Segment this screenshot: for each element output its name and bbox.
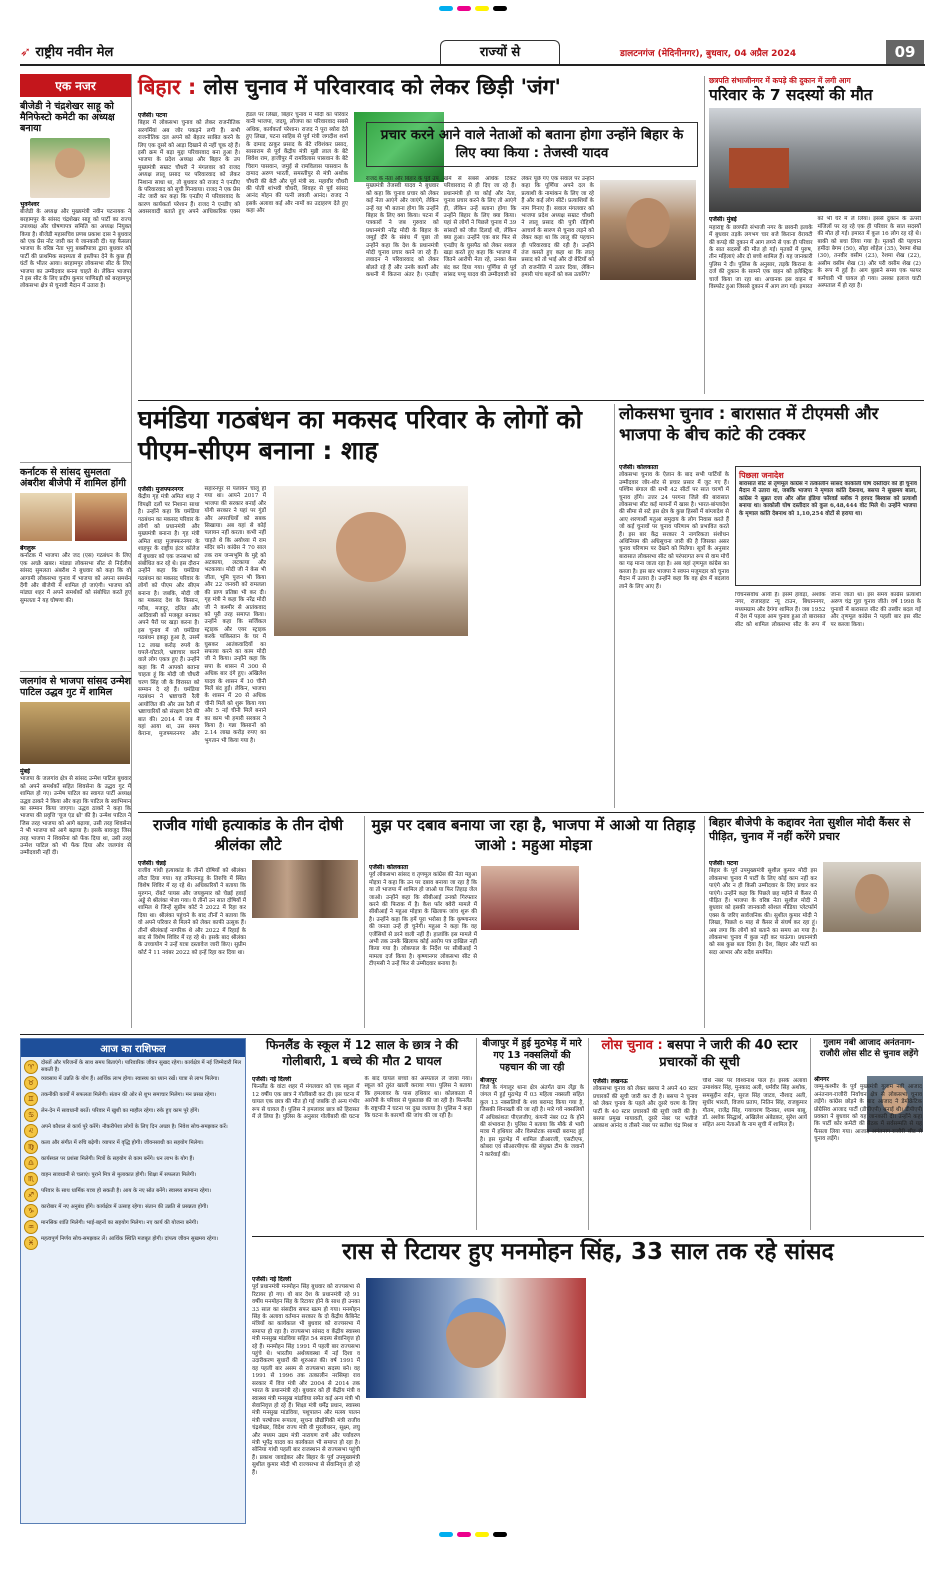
sidebar-headline: बीजेडी ने चंद्रशेखर साहू को मैनिफेस्टो कमेटी का अध्यक्ष बनाया — [20, 101, 115, 134]
sidebar-photo — [20, 702, 130, 764]
registration-marks-top — [0, 6, 945, 12]
zodiac-icon: ♒ — [24, 1220, 38, 1234]
sidebar-item — [20, 101, 131, 456]
bsp-story — [588, 1038, 806, 1230]
azad-body-text: जम्मू-कश्मीर के पूर्व मुख्यमंत्री गुलाम नबी आजाद अनंतनाग-राजौरी निर्वाचन क्षेत्र से लोकसभा चुनाव लड़ेंगे। कांग्रेस छोड़ने के बाद आजाद ने डेमोक्रेटिक प्रोग्रेसिव आजाद पार्टी (डीपीएपी) बनाई थी। डीपीएपी प्रवक्ता ने बुधवार को यह जानकारी दी। उन्होंने कहा कि पार्टी कोर कमेटी की बैठक में सर्वसम्मति से यह फैसला लिया गया। आजाद अनंतनाग-राजौरी सीट से चुनाव लड़ेंगे। — [814, 1084, 922, 1143]
mahua-headline: मुझ पर दबाव बनाया जा रहा है, भाजपा में आओ या तिहाड़ जाओ : महुआ मोइत्रा — [371, 816, 696, 854]
zodiac-icon: ♊ — [24, 1092, 38, 1106]
finland-story — [252, 1038, 472, 1230]
section-tab — [440, 40, 560, 64]
rashifal-row — [24, 1188, 242, 1202]
sushil-story — [704, 816, 924, 1028]
divider — [20, 1034, 924, 1035]
section-name: राज्यों से — [479, 45, 521, 60]
rashifal-row — [24, 1156, 242, 1170]
zodiac-icon: ♑ — [24, 1204, 38, 1218]
rashifal-row — [24, 1124, 242, 1138]
manmohan-body-text: पूर्व प्रधानमंत्री मनमोहन सिंह बुधवार को राज्यसभा से रिटायर हो गए। वो बार देश के प्रधानमंत्री रहे 91 वर्षीय मनमोहन सिंह के रिटायर होने के साथ ही उनका 33 साल का संसदीय सफर खत्म हो गया। मनमोहन सिंह के अलावा वर्तमान सरकार के दो केंद्रीय कैबिनेट मंत्रियों का कार्यकाल भी बुधवार को राज्यसभा में समाप्त हो रहा है। राज्यसभा सांसद व केंद्रीय स्वास्थ्य मंत्री मनसुख मांडविया सहित 54 सदस्य सेवानिवृत्त हो रहे हैं। मनमोहन सिंह 1991 में पहली बार राज्यसभा पहुंचे थे। भारतीय अर्थव्यवस्था में नई दिशा व उदारीकरण सुधारों की शुरुआत की। वर्ष 1991 में वह पहली बार असम से राज्यसभा सदस्य बने। वह 1991 से 1996 तक तत्कालीन नरसिम्हा राव सरकार में वित्त मंत्री और 2004 से 2014 तक भारत के प्रधानमंत्री रहे। बुधवार को ही केंद्रीय मंत्री व स्वास्थ्य मंत्री मनसुख मांडविया समेत कई अन्य मंत्री भी सेवानिवृत्त हो रहे हैं। शिक्षा मंत्री धर्मेंद्र प्रधान, स्वास्थ्य मंत्री मनसुख मांडविया, पशुपालन और मत्स्य पालन मंत्री परषोत्तम रूपाला, सूचना प्रौद्योगिकी मंत्री राजीव चंद्रशेखर, विदेश राज्य मंत्री वी मुरलीधरन, सूक्ष्म, लघु और मध्यम उद्यम मंत्री नारायण राणे और पर्यावरण मंत्री भूपेंद्र यादव का कार्यकाल भी समाप्त हो रहा है। सोनिया गांधी पहली बार राजस्थान से राज्यसभा पहुंची हैं। प्रकाश जावड़ेकर और बिहार के पूर्व उपमुख्यमंत्री सुशील कुमार मोदी भी राज्यसभा से सेवानिवृत्त हो रहे हैं। — [252, 1284, 360, 1476]
sidebar-body: कर्नाटक में भाजपा और जद (एस) गठबंधन के लिए एक अच्छे खबर। मांड्या लोकसभा सीट से निर्दलीय सांसद सुमलता अंबरीश ने बुधवार को कहा कि वो आगामी लोकसभा चुनाव में भाजपा को अपना समर्थन देंगी और बीजेपी में शामिल हो जाएंगी। भाजपा को मांड्या शहर में अपने समर्थकों को संबोधित करते हुए सुमलता ने यह घोषणा की। — [20, 553, 131, 604]
mahua-story — [364, 816, 698, 1028]
fire-body-text: महाराष्ट्र के छत्रपति संभाजी नगर के छावनी इलाके में बुधवार तड़के लगभग चार बजे किराना वेरायटी की कपड़े की दुकान में आग लगने से एक ही परिवार के सात सदस्यों की मौत हो गई। मृतकों में पुरुष, तीन महिलाएं और दो बच्चे शामिल हैं। यह जानकारी पुलिस ने दी। पुलिस के अनुसार, तड़के किराना के दर्ज की दुकान के सामने एक वाहन को इलेक्ट्रिक चार्ज किया जा रहा था। अचानक इस वाहन में विस्फोट हुआ जिससे दुकान में आग लग गई। इमारत को भी घेरे में ले लिया। इससे दुकान के ऊपरी मंजिलों पर रह रहे एक ही परिवार के सात सदस्यों की मौत हो गई। इमारत में कुल 16 लोग रह रहे थे। बाकी को बचा लिया गया है। मृतकों की पहचान हमीदा बेगम (50), सोहा शोहेल (35), रेशमा शेख (30), तनवीर वसीम (23), रेशमा शेख (22), असीम वसीम शेख (3) और परी वसीम शेख (2) के रूप में हुई है। आग बुझाने समय एक फायर कर्मचारी भी घायल हो गया। उसका इलाज घाटी अस्पताल में हो रहा है। — [709, 216, 921, 291]
sidebar-dateline: मुंबई — [20, 768, 30, 775]
sidebar-dateline: भुवनेश्वर — [20, 201, 40, 208]
rashifal-row — [24, 1204, 242, 1218]
shah-photo — [274, 486, 468, 636]
bsp-headline-text: बसपा ने जारी की 40 स्टार प्रचारकों की सूची — [659, 1038, 798, 1070]
rashifal-row — [24, 1108, 242, 1122]
bijapur-body-text: जिले के गंगालूर थाना क्षेत्र अंतर्गत ग्राम लेंड्रा के जंगल में हुई मुठभेड़ में 03 महिला नक्सली सहित कुल 13 नक्सलियों के शव बरामद किया गया है, जिसकी शिनाख्ती की जा रही है। मारे गये नक्सलियों में अधिकांशतः पीएलजीए, कंपनी नंबर 02 के होने की संभावना है। पुलिस ने बताया कि मौके से भारी मात्रा में हथियार और विस्फोटक सामग्री बरामद हुई है। इस मुठभेड़ में शामिल डीआरजी, एसटीएफ, कोबरा एवं सीआरपीएफ की संयुक्त टीम के जवानों ने कार्रवाई की। — [480, 1085, 584, 1158]
paper-name: राष्ट्रीय नवीन मेल — [35, 45, 114, 60]
rashifal-text: परिवार के साथ धार्मिक यात्रा हो सकती है। आय के नए स्रोत बनेंगे। स्वास्थ्य सामान्य रहेगा। — [41, 1188, 212, 1194]
mahua-body — [369, 864, 477, 1028]
bihar-headline-text: लोस चुनाव में परिवारवाद को लेकर छिड़ी 'जंग' — [203, 75, 561, 99]
bsp-dateline: एजेंसी। लखनऊ — [593, 1078, 628, 1085]
rashifal-row — [24, 1172, 242, 1186]
fire-photo — [709, 108, 921, 212]
bsp-headline — [593, 1038, 806, 1072]
divider — [252, 1236, 924, 1237]
rashifal-row — [24, 1236, 242, 1250]
sidebar-item — [20, 462, 131, 665]
bihar-dateline: एजेंसी। पटना — [138, 112, 168, 119]
rashifal-text: महत्वपूर्ण निर्णय सोच-समझकर लें। आर्थिक स्थिति मजबूत होगी। दांपत्य जीवन सुखमय रहेगा। — [41, 1236, 219, 1242]
barasat-body2: चिचनसर्वाध आयी हैं। इसमें हावड़ा, अशोक नगर, राजारहाट न्यू टाउन, बिधाननगर, मध्यमग्राम और देगंगा शामिल हैं। जब 1952 में देश में पहला आम चुनाव हुआ तो बारासात सीट को शामिल लोकसभा सीट के रूप में जाना जाता था। इस समय कांग्रेस प्रत्याशी अरुण चंद्र गुहा चुनाव जीते। वर्ष 1998 के चुनावों में बारासात सीट की तस्वीर बदल गई और तृणमूल कांग्रेस ने पहली बार इस सीट पर कब्जा किया। — [735, 592, 921, 628]
rashifal-title: आज का राशिफल — [21, 1039, 245, 1057]
sidebar-item — [20, 671, 131, 1008]
mahua-body-text: पूर्व लोकसभा सांसद व तृणमूल कांग्रेस की नेता महुआ मोइत्रा ने कहा कि उन पर दबाव बनाया जा रहा है कि या तो भाजपा में शामिल हो जाओ या फिर तिहाड़ जेल जाओ। उन्होंने कहा कि सीबीआई उनको गिरफ्तार करने की फिराक में है। कैश फॉर क्वेरी मामले में सीबीआई ने महुआ मोइत्रा के खिलाफ जांच शुरू की है। उन्होंने कहा कि हमें पूरा भरोसा है कि कृष्णानगर की जनता उन्हें ही चुनेगी। महुआ ने कहा कि वह एजेंसियों से डरने वाली नहीं हैं। हालांकि इस मामले में अभी तक उनके खिलाफ कोई आरोप पत्र दाखिल नहीं किया गया है। लोकपाल के निर्देश पर सीबीआई ने मामला दर्ज किया है। कृष्णानगर लोकसभा सीट से टीएमसी ने उन्हें फिर से उम्मीदवार बनाया है। — [369, 872, 477, 968]
sidebar-dateline: बेंगलुरू — [20, 545, 36, 552]
rajiv-dateline: एजेंसी। चेन्नई — [138, 860, 166, 867]
finland-body-text: फिनलैंड के वांटा शहर में मंगलवार को एक स्कूल में 12 वर्षीय एक छात्र ने गोलीबारी कर दी। इस घटना में घायल एक छात्र की मौत हो गई जबकि दो अन्य गंभीर रूप से घायल हैं। पुलिस ने हमलावर छात्र को हिरासत में ले लिया है। पुलिस के अनुसार गोलीबारी की घटना के बाद घायल बच्चों को अस्पताल ले जाया गया। स्कूल को तुरंत खाली कराया गया। पुलिस ने बताया कि हमलावर के पास हथियार था। कोलकाता में आरोपी के परिवार से पूछताछ की जा रही है। फिनलैंड के राष्ट्रपति ने घटना पर दुख जताया है। पुलिस ने कहा कि घटना के कारणों की जांच की जा रही है। — [252, 1076, 472, 1121]
manmohan-body-left — [252, 1276, 360, 1524]
sidebar-title: एक नजर — [20, 74, 131, 97]
rashifal-row — [24, 1076, 242, 1090]
rashifal-list — [21, 1060, 245, 1250]
shah-body-left — [138, 486, 266, 808]
shah-story — [138, 404, 608, 808]
dateline-header: डालटनगंज (मेदिनीनगर), बुधवार, 04 अप्रैल 2024 — [620, 49, 797, 59]
manmohan-body-bottom — [366, 1404, 586, 1524]
zodiac-icon: ♈ — [24, 1060, 38, 1074]
mahua-photo — [481, 866, 579, 930]
azad-story — [810, 1038, 924, 1230]
bsp-kicker: लोस चुनाव : — [601, 1038, 663, 1053]
sidebar-photo — [30, 138, 110, 198]
rashifal-text: मानसिक शांति मिलेगी। भाई-बहनों का सहयोग मिलेगा। नए कार्य की योजना बनेगी। — [41, 1220, 199, 1226]
fire-body — [709, 216, 921, 400]
barasat-box-title: पिछला जनादेश — [739, 471, 784, 480]
azad-headline: गुलाम नबी आजाद अनंतनाग-राजौरी लोस सीट से चुनाव लड़ेंगे — [819, 1038, 919, 1059]
barasat-body-text: लोकसभा चुनाव के ऐलान के बाद सभी पार्टियों के उम्मीदवार जोर-शोर से प्रचार प्रसार में जुट गए हैं। पश्चिम बंगाल की सभी 42 सीटों पर सात चरणों में चुनाव होंगे। उत्तर 24 परगना जिले की बारासात लोकसभा सीट कई मायनों में खास है। भारत-बांग्लादेश की सीमा से सटे इस क्षेत्र के कुछ हिस्सों में बांग्लादेश से आए शरणार्थी मतुआ समुदाय के लोग निवास करते हैं जो कई चुनावों पर चुनाव परिणाम को प्रभावित करते हैं। इस बार केंद्र सरकार ने नागरिकता संशोधन अधिनियम की अधिसूचना जारी की है जिसका असर चुनाव परिणाम पर देखने को मिलेगा। सूत्रों के अनुसार बारासात लोकसभा सीट को परंपरागत रूप से वाम मोर्चे का गढ़ माना जाता रहा है। अब यहां तृणमूल कांग्रेस का कब्जा है। इस बार भाजपा ने स्वपन मजूमदार को चुनाव मैदान में उतारा है। उन्होंने कहा कि वह क्षेत्र में बदलाव लाने के लिए आए हैं। — [619, 472, 729, 590]
barasat-body — [619, 464, 729, 808]
fire-story — [704, 76, 924, 394]
tejashwi-story — [366, 122, 698, 394]
manmohan-dateline: एजेंसी। नई दिल्ली — [252, 1276, 292, 1283]
rashifal-text: कारोबार में नए अनुबंध होंगे। कार्यक्षेत्र में उत्साह रहेगा। संतान की उन्नति से प्रसन्नता होगी। — [41, 1204, 209, 1210]
zodiac-icon: ♎ — [24, 1156, 38, 1170]
sidebar-headline: जलगांव से भाजपा सांसद उन्मेश पाटिल उद्धव गुट में शामिल — [20, 676, 131, 698]
rashifal-text: लेन-देन में सावधानी बरतें। परिवार में खुशी का माहौल रहेगा। रुके हुए काम पूरे होंगे। — [41, 1108, 200, 1114]
sidebar-photo-pair — [20, 493, 131, 541]
shah-dateline: एजेंसी। मुजफ्फरनगर — [138, 486, 184, 493]
bihar-kicker: बिहार : — [138, 75, 197, 99]
sushil-photo — [823, 862, 921, 932]
shah-headline: घमंडिया गठबंधन का मकसद परिवार के लोगों को पीएम-सीएम बनाना : शाह — [138, 405, 582, 466]
zodiac-icon: ♍ — [24, 1140, 38, 1154]
rajiv-story — [138, 816, 358, 1028]
sushil-dateline: एजेंसी। पटना — [709, 860, 739, 867]
rashifal-row — [24, 1140, 242, 1154]
barasat-box — [735, 466, 921, 586]
rashifal-text: व्यवसाय में उन्नति के योग हैं। आर्थिक लाभ होगा। स्वास्थ्य का ध्यान रखें। यात्रा से लाभ मिलेगा। — [41, 1076, 220, 1082]
finland-dateline: एजेंसी। नई दिल्ली — [252, 1076, 292, 1083]
manmohan-body-right — [592, 1276, 924, 1524]
zodiac-icon: ♐ — [24, 1188, 38, 1202]
shah-body-text: केंद्रीय गृह मंत्री अमित शाह ने विपक्षी दलों पर निशाना साधा है। उन्होंने कहा कि घमंडिया गठबंधन का मकसद परिवार के लोगों को प्रधानमंत्री और मुख्यमंत्री बनाना है। गृह मंत्री अमित शाह मुजफ्फरनगर के शाहपुर के राष्ट्रीय इंटर कॉलेज में बुधवार को एक जनसभा को संबोधित कर रहे थे। इस दौरान उन्होंने कहा कि घमंडिया गठबंधन का मकसद परिवार के लोगों को पीएम और सीएम बनाना है। जबकि, मोदी जी का मकसद देश के किसान, गरीब, मजदूर, दलित और आदिवासी को मजबूत बनाकर अपने पैरों पर खड़ा करना है। इस चुनाव में जो घमंडिया गठबंधन इकट्ठा हुआ है, उसमें 12 लाख करोड़ रुपये के घपले-घोटाले, भ्रष्टाचार करने वाले लोग एकत्र हुए हैं। उन्होंने कहा कि मैं आपको बताना चाहता हूं कि मोदी जी चौधरी चरण सिंह जी के विरासत को सम्मान दे रहे हैं। घमंडिया गठबंधन ने भ्रष्टाचारी रैली आयोजित की और उस रैली में भ्रष्टाचारियों को संरक्षण देने की बात की। 2014 में जब मैं यहां आया था, उस समय केराना, मुजफ्फरनगर और सहारनपुर से पलायन चालू हो गया था। आपने 2017 में भाजपा की सरकार बनाई और योगी सरकार ने यहां पर गुंडों और अपराधियों को सबक सिखाया। अब यहां से कोई पलायन नहीं करता। कभी नहीं चाहते थे कि अयोध्या में राम मंदिर बने। कांग्रेस ने 70 साल तक राम जन्मभूमि के मुद्दे को अटकाया, लटकाया और भटकाया। मोदी जी ने केस भी जीता, भूमि पूजन भी किया और 22 जनवरी को रामलला की प्राण प्रतिष्ठा भी कर दी। गृह मंत्री ने कहा कि नरेंद्र मोदी जी ने कश्मीर से आतंकवाद को पूरी तरह समाप्त किया। उन्होंने कहा कि सर्जिकल स्ट्राइक और एयर स्ट्राइक करके पाकिस्तान के घर में घुसकर आतंकवादियों का सफाया करने का काम मोदी जी ने किया। उन्होंने कहा कि सपा के शासन में 300 से अधिक बार दंगे हुए। अखिलेश यादव के शासन में 10 चीनी मिलें बंद हुईं। लेकिन, भाजपा के शासन में 20 से अधिक चीनी मिलें को शुरू किया गया और 5 नई चीनी मिलें बनाने का काम भी हमारी सरकार ने किया है। गन्ना किसानों को 2.14 लाख करोड़ रुपए का भुगतान भी किया गया है। — [138, 486, 266, 744]
bihar-headline — [138, 76, 698, 100]
page-number: 09 — [886, 40, 924, 64]
rashifal-row — [24, 1092, 242, 1106]
manmohan-photo — [366, 1278, 586, 1398]
rashifal-text: कला और संगीत में रुचि बढ़ेगी। व्यापार में वृद्धि होगी। जीवनसाथी का सहयोग मिलेगा। — [41, 1140, 204, 1146]
bihar-body-text: बिहार में लोकसभा चुनाव को लेकर राजनीतिक सरगर्मियां अब जोर पकड़ने लगी हैं। सभी राजनीतिक दल अपने को बेहतर साबित करने के लिए एक दूसरे को आड़ा दिखाने से नहीं चूक रहे हैं। इसी क्रम में बड़ा मुद्दा परिवारवाद बना हुआ है। भाजपा के प्रदेश अध्यक्ष और बिहार के उप मुख्यमंत्री सम्राट चौधरी ने मंगलवार को राजद अध्यक्ष लालू प्रसाद पर परिवारवाद को लेकर निशाना साधा था, तो बुधवार को राजद ने एनडीए के परिवारवाद को सूची गिनवाया। राजद ने एक प्रेस नोट जारी कर कहा कि एनडीए में परिवारवाद के कारण कार्यकर्ता परेशान हैं। राजद ने एनडीए को अवसरवादी बताते हुए अपने आधिकारिक एक्स हैंडल पर लिखा, बिहार चुनाव में मोदी का परिवार यानी भाजपा, जदयू, लोजपा का परिवारवाद सबसे अधिक, कार्यकर्ता परेशान। राजद ने पूरा ब्योरा देते हुए लिखा, पटना साहिब से पूर्व मंत्री जगदीश शर्मा के दामाद ठाकुर प्रसाद के बेटे रविशंकर प्रसाद, सासाराम से पूर्व केंद्रीय मंत्री मुन्नी लाल के बेटे शिवेश राम, हाजीपुर में रामविलास पासवान के बेटे चिराग पासवान, जमुई से रामविलास पासवान के दामाद अरुण भारती, समस्तीपुर से मंत्री अशोक चौधरी की बेटी और पूर्व मंत्री स्व. महावीर चौधरी की पोती शांभवी चौधरी, शिवहर से पूर्व सांसद आनंद मोहन की पत्नी लवली आनंद। राजद ने इसके अलावा कई और नामों का उदाहरण देते हुए कहा और — [138, 112, 348, 216]
bihar-body — [138, 112, 348, 394]
manmohan-headline: रास से रिटायर हुए मनमोहन सिंह, 33 साल तक रहे सांसद — [342, 1239, 834, 1265]
finland-headline: फिनलैंड के स्कूल में 12 साल के छात्र ने की गोलीबारी, 1 बच्चे की मौत 2 घायल — [266, 1038, 458, 1068]
zodiac-icon: ♓ — [24, 1236, 38, 1250]
zodiac-icon: ♏ — [24, 1172, 38, 1186]
shah-body-bottom — [274, 642, 468, 808]
bsp-body — [593, 1078, 807, 1230]
sushil-headline: बिहार बीजेपी के कद्दावर नेता सुशील मोदी कैंसर से पीड़ित, चुनाव में नहीं करेंगे प्रचार — [709, 816, 911, 844]
fire-headline: परिवार के 7 सदस्यों की मौत — [709, 86, 873, 104]
fire-dateline: एजेंसी। मुंबई — [709, 216, 737, 224]
rajiv-headline: राजीव गांधी हत्याकांड के तीन दोषी श्रीलंका लौटे — [153, 816, 343, 854]
sushil-body-text: बिहार के पूर्व उपमुख्यमंत्री सुशील कुमार मोदी इस लोकसभा चुनाव में पार्टी के लिए कोई काम नहीं कर पाएंगे और न ही किसी उम्मीदवार के लिए प्रचार कर पाएंगे। उन्होंने कहा कि पिछले छह महीने से कैंसर से पीड़ित हैं। भाजपा के वरिष्ठ नेता सुशील मोदी ने बुधवार को इसकी जानकारी सोशल मीडिया प्लेटफॉर्म एक्स के जरिए सार्वजनिक की। सुशील कुमार मोदी ने लिखा, पिछले 6 माह से कैंसर से संघर्ष कर रहा हूं। अब लगा कि लोगों को बताने का समय आ गया है। लोकसभा चुनाव में कुछ नहीं कर पाऊंगा। प्रधानमंत्री को सब कुछ बता दिया है। देश, बिहार और पार्टी का सदा आभार और सदैव समर्पित। — [709, 868, 817, 956]
barasat-dateline: एजेंसी। कोलकाता — [619, 464, 659, 471]
sidebar-body: भाजपा के जलगांव क्षेत्र से सांसद उन्मेश पाटिल बुधवार को अपने समर्थकों सहित शिवसेना के उद्धव गुट में शामिल हो गए। उन्मेष पाटिल का स्वागत पार्टी अध्यक्ष उद्धव ठाकरे ने किया और कहा कि पाटिल के स्वाभिमान का सम्मान किया जाएगा। उद्धव ठाकरे ने कहा कि भाजपा की प्रवृत्ति 'यूज एंड थ्रो' की है। उन्मेश पाटिल ने जिस तरह भाजपा को आगे बढ़ाया, उसी तरह शिवसेना ने भी भाजपा को आगे बढ़ाया है। इसके बावजूद जिस तरह भाजपा ने शिवसेना को फेंक दिया था, उसी तरह उन्मेश पाटिल को भी फेंक दिया और जलगांव से उम्मीदवारी नहीं दी। — [20, 776, 131, 857]
finland-body — [252, 1076, 472, 1230]
zodiac-icon: ♌ — [24, 1124, 38, 1138]
rashifal-box — [20, 1038, 246, 1524]
bijapur-body — [480, 1077, 584, 1227]
mahua-body-right — [585, 864, 695, 1028]
tejashwi-body: राजद के नेता और बिहार के पूर्व उप मुख्यमंत्री तेजस्वी यादव ने बुधवार को कहा कि चुनाव प्रचार को लेकर कई नेता आएंगे और जाएंगे, लेकिन उन्हें यह भी बताना होगा कि उन्होंने बिहार के लिए क्या किया। पटना में पत्रकारों ने जब गुरुवार को प्रधानमंत्री नरेंद्र मोदी के बिहार के जमुई दौरे के संबंध में पूछा तो उन्होंने कहा कि देश के प्रधानमंत्री मोदी चुनाव प्रचार करने जा रहे हैं। लवादन ने परिवारवाद को लेकर बोलते रहे हैं और उनके कार्यों और कथनी में कितना अंतर है। एनडीए खेमे से सबसे अधिक टिकट परिवारवाद से ही दिए जा रहे हैं। प्रधानमंत्री हो या कोई और नेता, चुनाव प्रचार करने के लिए तो आएंगे ही, लेकिन उन्हें बताना होगा कि उन्होंने बिहार के लिए क्या किया। यहां से लोगों ने पिछले चुनाव में 39 सांसदों को जीत दिलाई थी, लेकिन क्या हुआ। उन्होंने एक बार फिर से एनडीए के घुसपैठ को लेकर सवाल खड़ा करते हुए कहा कि भाजपा में जितने आरोपी नेता रहे, उनका केस बंद कर दिया गया। पूर्णिया से पूर्व सांसद पप्पू यादव की उम्मीदवारी को लेकर पूछे गए एक सवाल पर उन्होंने कहा कि पूर्णिया अपने दल के प्रत्याशी के नामांकन के लिए जा रहे हैं और कई लोग सीटें। प्रत्याशियों के नाम गिनाए हैं। सवाल मंगलवार को भाजपा प्रदेश अध्यक्ष सम्राट चौधरी ने लालू प्रसाद की पुत्री रोहिणी आचार्य के सारण से चुनाव लड़ने को लेकर कहा था कि लालू की पहचान ही परिवारवाद की रही है। उन्होंने तंज कसते हुए कहा था कि लालू प्रसाद को तो भाई और दो बेटियों को तो राजनीति में उतार दिया, लेकिन हमारी पांच बहनों को कब उतारेंगे? — [366, 176, 594, 279]
registration-marks-bottom — [0, 1532, 945, 1540]
rajiv-body-text: राजीव गांधी हत्याकांड के तीनों दोषियों को श्रीलंका लौटा दिया गया। यह तमिलनाडु के तिरुचि में स्थित विशेष शिविर में रह रहे थे। अधिकारियों ने बताया कि मुरुगन, रॉबर्ट पायस और जयकुमार को चेन्नई हवाई अड्डे से श्रीलंका भेजा गया। ये तीनों उन सात दोषियों में शामिल थे जिन्हें सुप्रीम कोर्ट ने 2022 में रिहा कर दिया था। श्रीलंका पहुंचने के बाद तीनों ने बताया कि वो अपने परिवार से मिलने को लेकर काफी उत्सुक हैं। तीनों श्रीलंकाई नागरिक थे और 2022 में रिहाई के बाद से विशेष शिविर में रह रहे थे। इसके बाद श्रीलंका के उच्चायोग ने उन्हें यात्रा दस्तावेज जारी किए। सुप्रीम कोर्ट ने 11 नवंबर 2022 को इन्हें रिहा कर दिया था। — [138, 868, 246, 956]
barasat-box-body: बारासात सीट से तृणमूल कांग्रेस ने तत्कालीन सांसद काकोली घोष दस्तीदार को ही चुनाव मैदान में उतारा था, जबकि भाजपा ने मृणाल कांति देबनाथ, बसपा ने सुखमय बाला, कांग्रेस ने सुब्रत दत्ता और ऑल इंडिया फॉरवर्ड ब्लॉक ने हरपद बिस्वास को प्रत्याशी बनाया था। काकोली घोष दस्तीदार को कुल 6,48,444 वोट मिले थे। उन्होंने भाजपा के मृणाल कांति देबनाथ को 1,10,254 वोटों से हराया था। — [739, 481, 917, 517]
manmohan-story — [252, 1240, 924, 1524]
barasat-headline: लोकसभा चुनाव : बारासात में टीएमसी और भाजपा के बीच कांटे की टक्कर — [619, 404, 879, 444]
tejashwi-photo — [600, 180, 696, 280]
rajiv-photo — [252, 860, 358, 918]
divider — [138, 400, 924, 401]
rashifal-row — [24, 1220, 242, 1234]
shah-body-right — [474, 486, 608, 808]
paper-logo — [20, 42, 113, 60]
rashifal-text: दोस्तों और परिजनों के साथ समय बिताएंगे। पारिवारिक जीवन सुखद रहेगा। कार्यक्षेत्र में नई जिम्मेदारी मिल सकती है। — [41, 1060, 242, 1073]
bijapur-headline: बीजापुर में हुई मुठभेड़ में मारे गए 13 नक्सलियों की पहचान की जा रही — [482, 1038, 582, 1073]
bijapur-story — [476, 1038, 584, 1230]
zodiac-icon: ♋ — [24, 1108, 38, 1122]
rashifal-text: कार्यस्थल पर प्रशंसा मिलेगी। मित्रों के सहयोग से काम बनेंगे। धन लाभ के योग हैं। — [41, 1156, 195, 1162]
rashifal-text: वाहन सावधानी से चलाएं। पुराने मित्र से मुलाकात होगी। शिक्षा में सफलता मिलेगी। — [41, 1172, 197, 1178]
zodiac-icon: ♉ — [24, 1076, 38, 1090]
bird-icon: ➶ — [20, 45, 31, 60]
rashifal-row — [24, 1060, 242, 1074]
fire-kicker: छत्रपति संभाजीनगर में कपड़े की दुकान में लगी आग — [709, 76, 851, 85]
barasat-story — [614, 404, 924, 808]
mahua-dateline: एजेंसी। कोलकाता — [369, 864, 409, 871]
sidebar — [20, 74, 132, 1028]
rajiv-body-left — [138, 860, 246, 1028]
azad-body — [814, 1076, 922, 1230]
rashifal-text: अपने कौशल से कार्य पूरे करेंगे। नौकरीपेशा लोगों के लिए दिन अच्छा है। निवेश सोच-समझकर करें। — [41, 1124, 228, 1130]
bijapur-dateline: बीजापुर — [480, 1076, 497, 1084]
rashifal-text: तकनीकी कार्यों में सफलता मिलेगी। संतान की ओर से शुभ समाचार मिलेगा। मन प्रसन्न रहेगा। — [41, 1092, 217, 1098]
bsp-body-text: लोकसभा चुनाव को लेकर बसपा ने अपने 40 स्टार प्रचारकों की सूची जारी कर दी है। बसपा ने चुनाव को लेकर चुनाव के पहले और दूसरे चरण के लिए पार्टी के 40 स्टार प्रचारकों की सूची जारी की है। बसपा प्रमुख मायावती, दूसरे नंबर पर भतीजे आकाश आनंद व तीसरे नंबर पर सतीश चंद्र मिश्रा व चौथे नंबर पर विश्वनाथ पाल हैं। इसके अलावा उमाशंकर सिंह, मुनकाद अली, धर्मवीर सिंह अशोक, समसुद्दीन राईन, सुरज सिंह जाटव, नौशाद अली, सुधीर भारती, विजय प्रताप, नितिन सिंह, राजकुमार गौतम, राजेंद्र सिंह, गयाचरण दिनकर, श्याम बाबू, डॉ. अशोक सिद्धार्थ, अखिलेश अंबेडकर, सुरेश आर्य सहित अन्य नेताओं के नाम सूची में शामिल हैं। — [593, 1078, 807, 1130]
masthead — [20, 40, 925, 66]
divider — [138, 812, 924, 813]
sidebar-headline: कर्नाटक से सांसद सुमलता अंबरीश बीजेपी में शामिल होंगी — [20, 467, 127, 489]
tejashwi-headline: प्रचार करने आने वाले नेताओं को बताना होगा उन्होंने बिहार के लिए क्या किया : तेजस्वी यादव — [366, 122, 698, 167]
sushil-body — [709, 860, 817, 1028]
sidebar-body: बीजेडी के अध्यक्ष और मुख्यमंत्री नवीन पटनायक ने बरहामपुर के सांसद चंद्रशेखर साहू को पार्टी का राज्य उपाध्यक्ष और घोषणापत्र समिति का अध्यक्ष नियुक्त किया है। बीजेडी महासचिव प्रणब प्रकाश दास ने बुधवार को एक प्रेस नोट जारी कर ये जानकारी दी। यह फैसला भाजपा के वरिष्ठ नेता भृगु बक्सीपात्रा द्वारा बुधवार को पार्टी की प्राथमिक सदस्यता से इस्तीफा देने के कुछ ही घंटों के भीतर आया। बरहामपुर लोकसभा सीट के लिए भाजपा का उम्मीदवार बनना चाहते थे। लेकिन भाजपा ने इस सीट के लिए प्रदीप कुमार पाणिग्रही को बरहामपुर लोकसभा क्षेत्र से चुनावी मैदान में उतारा है। — [20, 209, 131, 290]
azad-dateline: श्रीनगर — [814, 1076, 829, 1083]
